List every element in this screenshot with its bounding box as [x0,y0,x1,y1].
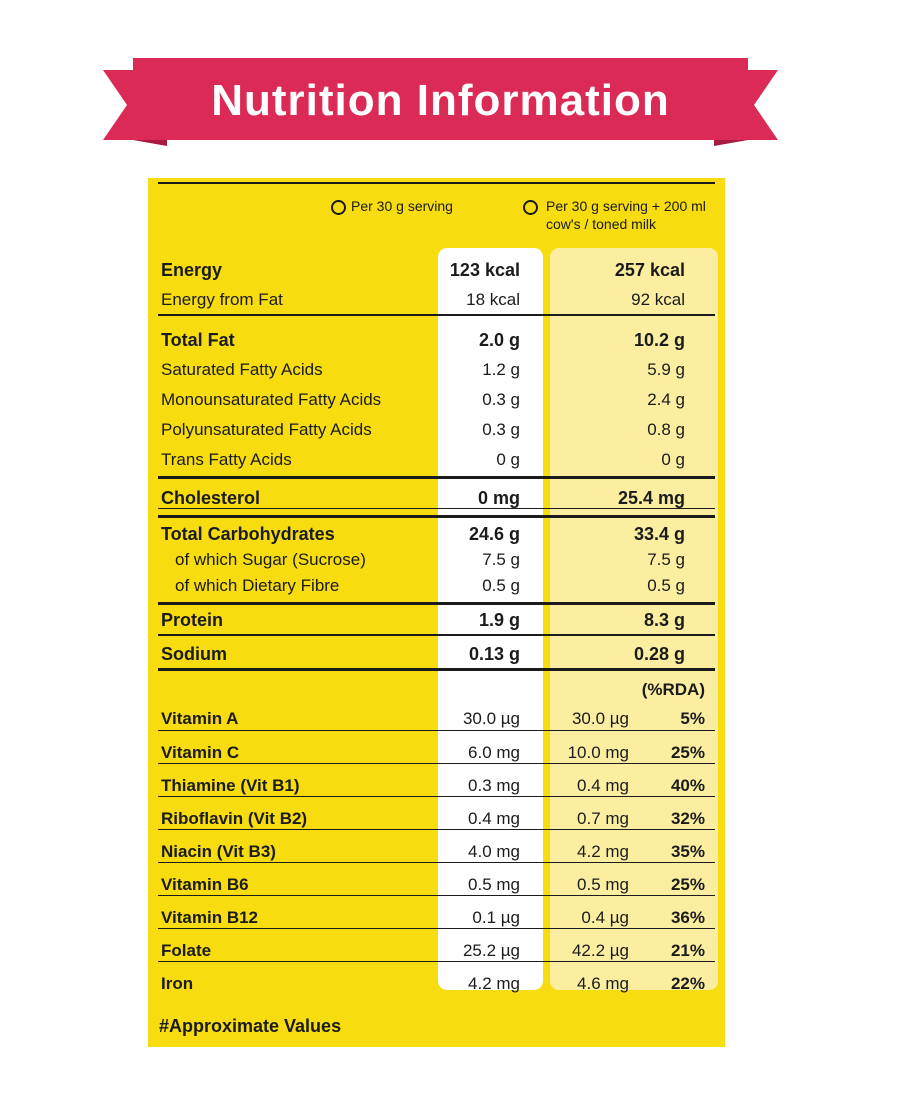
per-serving-value: 1.9 g [478,610,520,630]
per-serving-value: 1.2 g [482,360,520,379]
per-serving-value: 2.0 g [478,330,520,350]
per-serving-value: 0.3 g [482,390,520,409]
with-milk-value: 0.5 g [647,576,685,595]
row-divider [158,895,715,896]
with-milk-value: 4.2 mg [577,842,629,861]
column-header-with-milk: Per 30 g serving + 200 ml [546,198,706,214]
per-serving-value: 7.5 g [482,550,520,569]
nutrient-label: Monounsaturated Fatty Acids [161,390,382,409]
with-milk-value: 257 kcal [614,260,685,280]
per-serving-value: 0.13 g [468,644,520,664]
with-milk-value: 30.0 µg [571,709,629,728]
nutrient-label: Energy [161,260,223,280]
page-title: Nutrition Information [211,76,670,125]
per-serving-value: 0.5 g [482,576,520,595]
with-milk-value: 42.2 µg [571,941,629,960]
with-milk-value: 0 g [661,450,685,469]
with-milk-value: 8.3 g [643,610,685,630]
rda-percent: 32% [670,809,705,828]
per-serving-value: 0 mg [477,488,520,508]
vitamin-label: Thiamine (Vit B1) [161,776,300,795]
rda-percent: 36% [670,908,705,927]
with-milk-value: 25.4 mg [617,488,685,508]
nutrient-label: Saturated Fatty Acids [161,360,323,379]
per-serving-value: 0.1 µg [472,908,520,927]
vitamin-label: Vitamin B6 [161,875,249,894]
with-milk-value: 0.4 µg [581,908,629,927]
rda-header: (%RDA) [641,680,705,699]
per-serving-value: 4.0 mg [468,842,520,861]
column-header-with-milk-2: cow's / toned milk [546,216,657,232]
with-milk-value: 10.2 g [633,330,685,350]
vitamin-label: Niacin (Vit B3) [161,842,276,861]
rda-percent: 5% [680,709,705,728]
vitamin-label: Vitamin B12 [161,908,259,927]
radio-circle-icon [331,200,346,215]
nutrition-table [148,178,725,1047]
row-divider [158,862,715,863]
row-divider [158,961,715,962]
row-divider [158,829,715,830]
per-serving-value: 4.2 mg [468,974,520,993]
radio-circle-icon [523,200,538,215]
nutrient-label: of which Dietary Fibre [175,576,340,595]
per-serving-value: 0.4 mg [468,809,520,828]
rda-percent: 22% [670,974,705,993]
per-serving-value: 18 kcal [466,290,520,309]
row-divider [158,508,715,509]
top-rule [158,182,715,184]
row-divider [158,515,715,518]
column-header-per-serving: Per 30 g serving [351,198,453,214]
row-divider [158,314,715,316]
per-serving-value: 0.3 g [482,420,520,439]
rda-percent: 25% [670,875,705,894]
nutrient-label: Sodium [161,644,227,664]
row-divider [158,796,715,797]
vitamin-label: Folate [161,941,212,960]
nutrient-label: of which Sugar (Sucrose) [175,550,366,569]
with-milk-value: 5.9 g [647,360,685,379]
with-milk-value: 33.4 g [633,524,685,544]
row-divider [158,763,715,764]
rda-percent: 35% [670,842,705,861]
nutrient-label: Protein [161,610,224,630]
rda-percent: 40% [670,776,705,795]
with-milk-value: 0.5 mg [577,875,629,894]
vitamin-label: Vitamin C [161,743,240,762]
with-milk-value: 4.6 mg [577,974,629,993]
per-serving-value: 0 g [496,450,520,469]
row-divider [158,668,715,671]
title-banner [103,58,778,146]
nutrient-label: Trans Fatty Acids [161,450,292,469]
per-serving-value: 30.0 µg [462,709,520,728]
per-serving-value: 24.6 g [468,524,520,544]
per-serving-value: 123 kcal [449,260,520,280]
row-divider [158,634,715,636]
per-serving-value: 6.0 mg [468,743,520,762]
nutrient-label: Total Carbohydrates [161,524,335,544]
with-milk-value: 7.5 g [647,550,685,569]
row-divider [158,476,715,479]
row-divider [158,928,715,929]
with-milk-value: 92 kcal [631,290,685,309]
nutrient-label: Polyunsaturated Fatty Acids [161,420,372,439]
rda-percent: 21% [670,941,705,960]
with-milk-value: 0.7 mg [577,809,629,828]
nutrient-label: Total Fat [161,330,235,350]
row-divider [158,602,715,605]
per-serving-value: 0.5 mg [468,875,520,894]
per-serving-value: 25.2 µg [462,941,520,960]
with-milk-value: 0.28 g [633,644,685,664]
nutrient-label: Energy from Fat [161,290,283,309]
vitamin-label: Iron [161,974,194,993]
row-divider [158,730,715,731]
with-milk-value: 2.4 g [647,390,685,409]
per-serving-value: 0.3 mg [468,776,520,795]
with-milk-value: 0.4 mg [577,776,629,795]
nutrient-label: Cholesterol [161,488,261,508]
footnote: #Approximate Values [159,1016,342,1036]
rda-percent: 25% [670,743,705,762]
with-milk-value: 0.8 g [647,420,685,439]
vitamin-label: Vitamin A [161,709,239,728]
vitamin-label: Riboflavin (Vit B2) [161,809,308,828]
with-milk-value: 10.0 mg [567,743,629,762]
